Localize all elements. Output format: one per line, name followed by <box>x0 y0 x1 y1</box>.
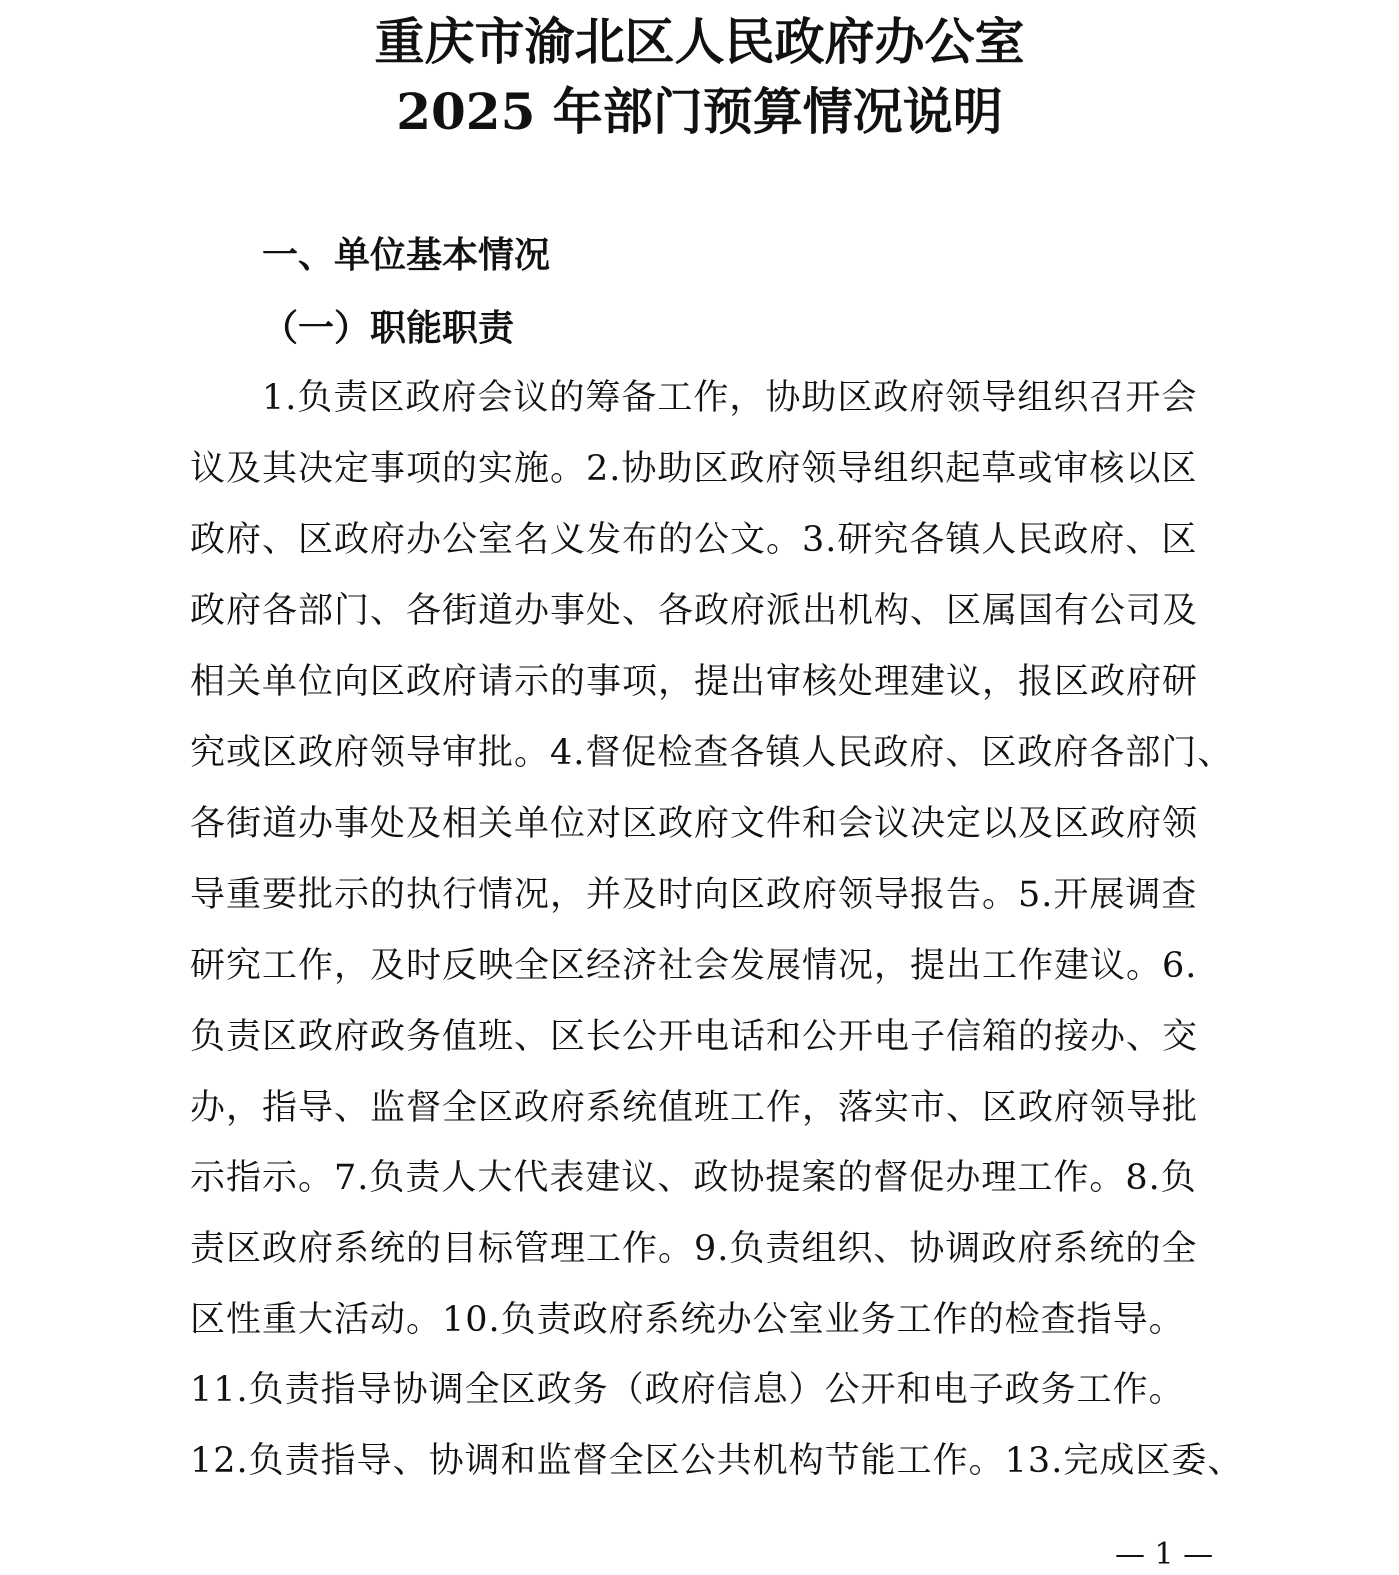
body-text-line: 各街道办事处及相关单位对区政府文件和会议决定以及区政府领 <box>190 804 1199 844</box>
body-text-line: 11.负责指导协调全区政务（政府信息）公开和电子政务工作。 <box>190 1370 1185 1410</box>
page-number: — 1 — <box>1115 1537 1214 1572</box>
section-subheading: （一）职能职责 <box>262 307 515 349</box>
body-text-line: 区性重大活动。10.负责政府系统办公室业务工作的检查指导。 <box>190 1300 1185 1340</box>
body-text-line: 导重要批示的执行情况，并及时向区政府领导报告。5.开展调查 <box>190 875 1198 915</box>
body-text-line: 政府各部门、各街道办事处、各政府派出机构、区属国有公司及 <box>190 591 1199 631</box>
body-text-line: 12.负责指导、协调和监督全区公共机构节能工作。13.完成区委、 <box>190 1441 1244 1481</box>
body-text-line: 负责区政府政务值班、区长公开电话和公开电子信箱的接办、交 <box>190 1017 1199 1057</box>
body-text-line: 办，指导、监督全区政府系统值班工作，落实市、区政府领导批 <box>190 1088 1199 1128</box>
body-text-line: 政府、区政府办公室名义发布的公文。3.研究各镇人民政府、区 <box>190 520 1198 560</box>
body-text-line: 相关单位向区政府请示的事项，提出审核处理建议，报区政府研 <box>190 662 1199 702</box>
body-text-line: 究或区政府领导审批。4.督促检查各镇人民政府、区政府各部门、 <box>190 733 1234 773</box>
document-title-line-1: 重庆市渝北区人民政府办公室 <box>374 12 1025 71</box>
body-text-line: 议及其决定事项的实施。2.协助区政府领导组织起草或审核以区 <box>190 449 1198 489</box>
document-title-line-2: 2025 年部门预算情况说明 <box>396 82 1003 141</box>
body-text-line: 研究工作，及时反映全区经济社会发展情况，提出工作建议。6. <box>190 946 1198 986</box>
section-heading: 一、单位基本情况 <box>262 235 551 276</box>
body-text-line: 示指示。7.负责人大代表建议、政协提案的督促办理工作。8.负 <box>190 1158 1197 1198</box>
body-text-line: 1.负责区政府会议的筹备工作，协助区政府领导组织召开会 <box>262 378 1198 418</box>
body-text-line: 责区政府系统的目标管理工作。9.负责组织、协调政府系统的全 <box>190 1229 1198 1269</box>
